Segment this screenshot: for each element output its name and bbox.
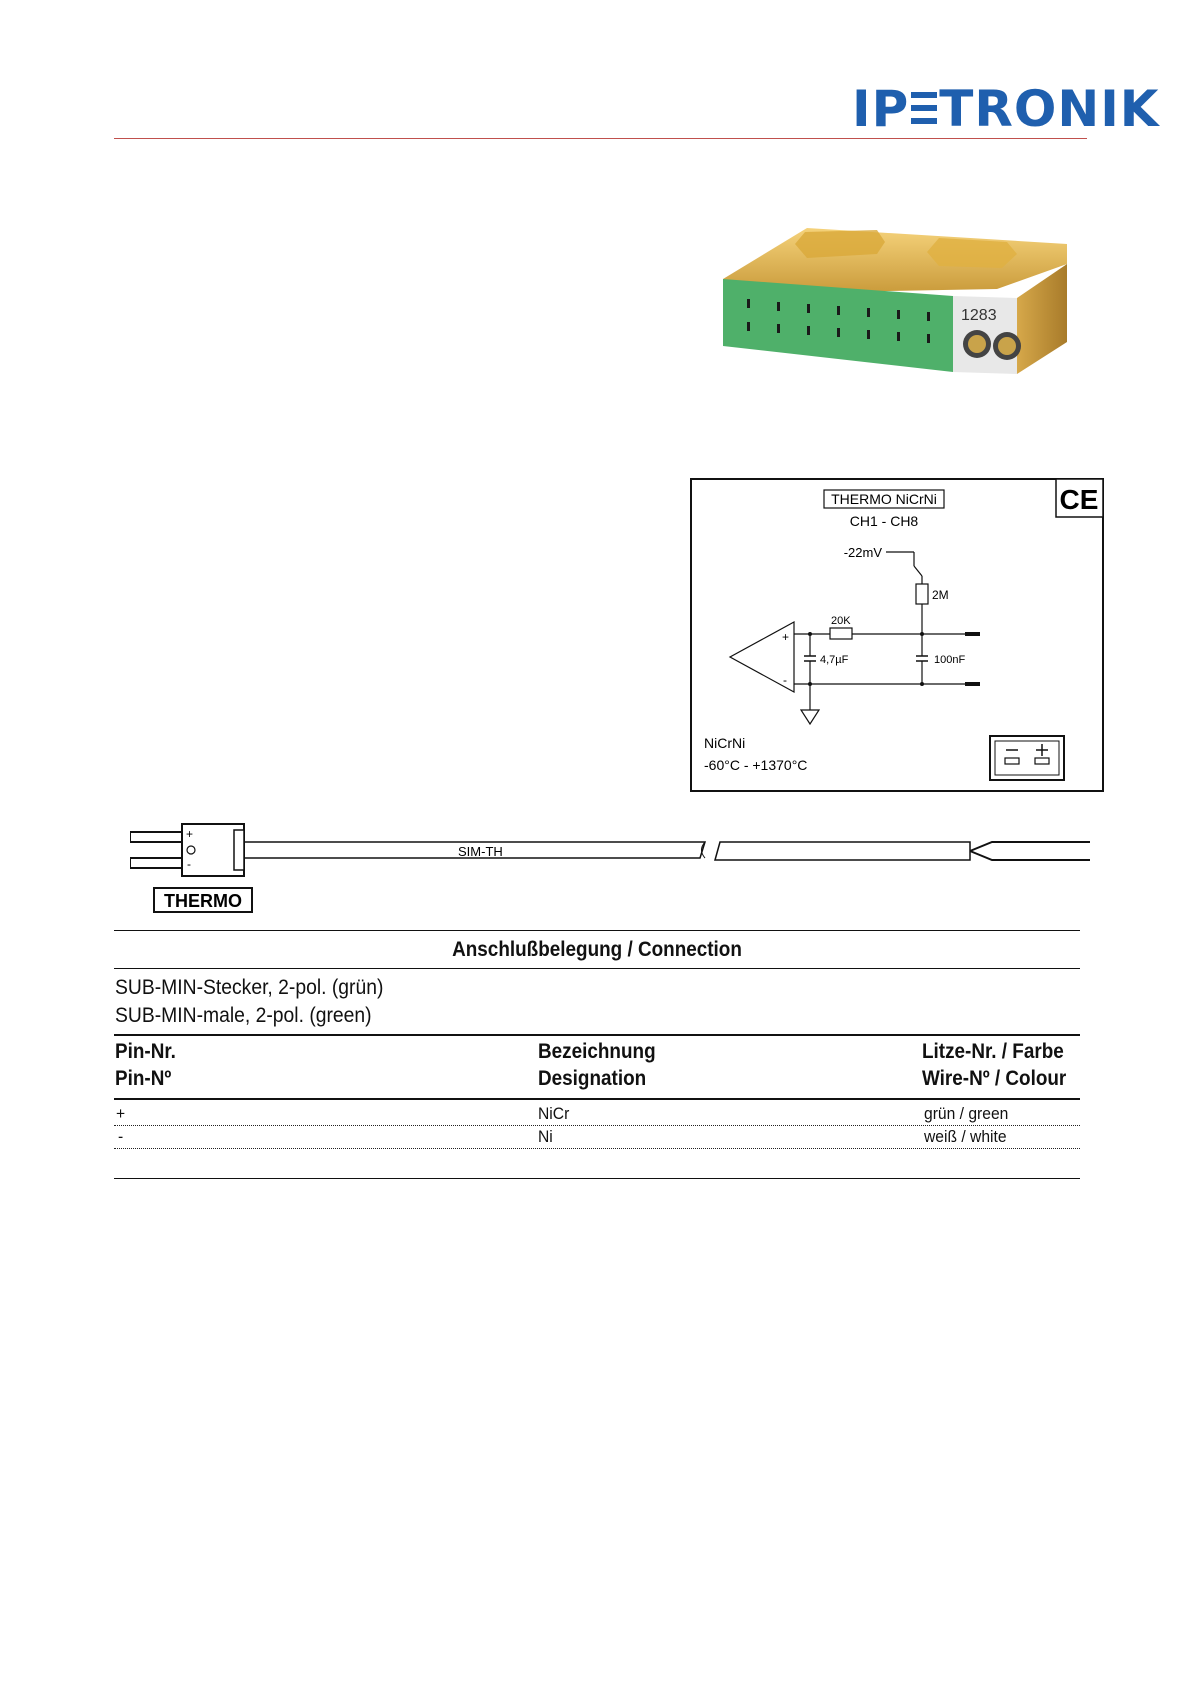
serial-number: 1283 bbox=[961, 307, 997, 324]
table-row-2-designation: Ni bbox=[538, 1127, 553, 1146]
table-row-1-designation: NiCr bbox=[538, 1104, 570, 1123]
row-separator bbox=[114, 1148, 1080, 1149]
c2-label: 100nF bbox=[934, 654, 966, 666]
svg-text:+: + bbox=[782, 630, 790, 644]
pin-plus bbox=[130, 832, 182, 842]
cable-name: SIM-TH bbox=[458, 844, 503, 859]
table-rule-top bbox=[114, 930, 1080, 931]
table-rule-bottom bbox=[114, 1178, 1080, 1179]
table-rule-header bbox=[114, 1034, 1080, 1036]
bias-voltage-label: -22mV bbox=[843, 545, 882, 560]
table-rule-body bbox=[114, 1098, 1080, 1100]
resistor-2m bbox=[916, 584, 928, 604]
row-separator bbox=[114, 1125, 1080, 1126]
company-logo: IP TRONIK bbox=[852, 80, 1160, 138]
header-wire-de: Litze-Nr. / Farbe bbox=[922, 1040, 1064, 1063]
module-label: THERMO NiCrNi bbox=[831, 491, 937, 507]
pin-minus bbox=[130, 858, 182, 868]
table-row-2-colour: weiß / white bbox=[924, 1127, 1007, 1146]
r2-label: 2M bbox=[932, 588, 949, 602]
connection-title: Anschlußbelegung / Connection bbox=[452, 938, 742, 961]
table-row-1-colour: grün / green bbox=[924, 1104, 1009, 1123]
header-rule bbox=[114, 138, 1087, 139]
product-photo bbox=[717, 224, 1097, 404]
temperature-range: -60°C - +1370°C bbox=[704, 757, 808, 773]
resistor-20k bbox=[830, 628, 852, 639]
header-pin-de: Pin-Nr. bbox=[115, 1040, 176, 1063]
logo-e-bars bbox=[911, 90, 937, 126]
c1-label: 4,7µF bbox=[820, 654, 849, 666]
svg-text:+: + bbox=[186, 827, 194, 841]
circuit-schematic bbox=[690, 478, 1104, 792]
table-row-2-pin: - bbox=[118, 1127, 124, 1146]
header-designation-de: Bezeichnung bbox=[538, 1040, 656, 1063]
table-row-1-pin: + bbox=[116, 1104, 126, 1123]
connector-description-de: SUB-MIN-Stecker, 2-pol. (grün) bbox=[115, 976, 384, 999]
header-designation-en: Designation bbox=[538, 1067, 647, 1090]
header-pin-en: Pin-Nº bbox=[115, 1067, 172, 1090]
svg-text:-: - bbox=[187, 857, 191, 871]
connector-label: THERMO bbox=[164, 891, 242, 911]
r1-label: 20K bbox=[831, 615, 851, 627]
sensor-type: NiCrNi bbox=[704, 735, 746, 751]
table-rule-title bbox=[114, 968, 1080, 969]
cable-drawing bbox=[130, 818, 1090, 918]
header-wire-en: Wire-Nº / Colour bbox=[922, 1067, 1067, 1090]
svg-text:-: - bbox=[783, 673, 787, 687]
connector-description-en: SUB-MIN-male, 2-pol. (green) bbox=[115, 1004, 372, 1027]
channel-range: CH1 - CH8 bbox=[849, 513, 919, 529]
ce-mark: CE bbox=[1059, 484, 1099, 515]
